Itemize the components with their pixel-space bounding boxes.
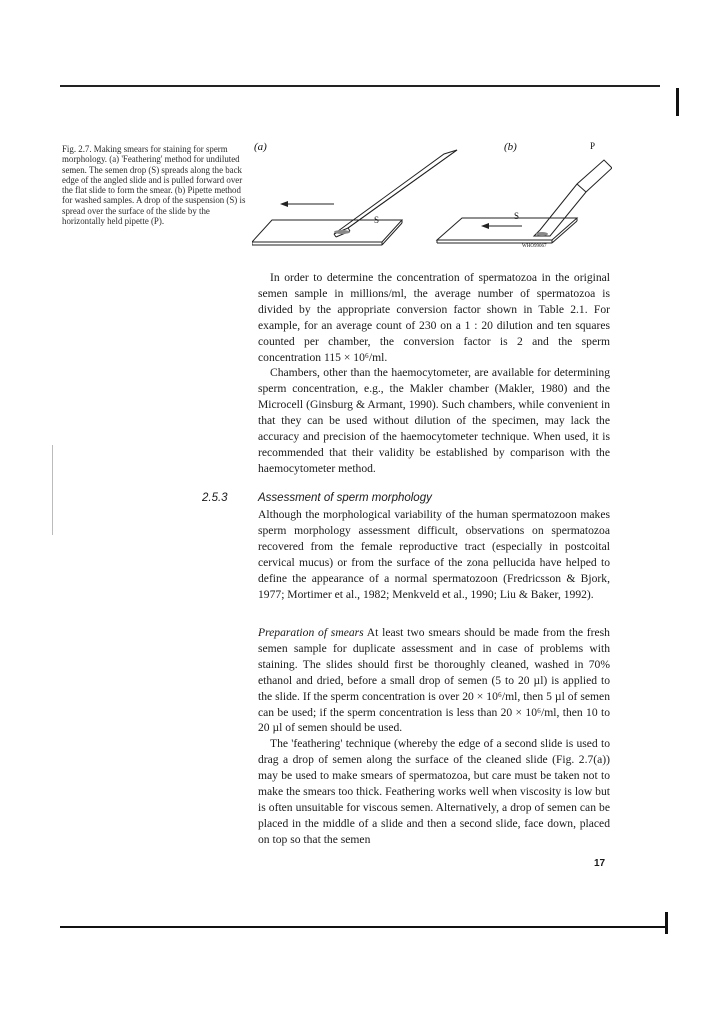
paragraph-chambers: Chambers, other than the haemocytometer, are available for determining sperm concentration, e.g., the Makler chamber (Makler, 1980) and the Microcell (Ginsburg & Armant, 1990). Such chambers, while convenient in that they can be used without dilution of the specimen, may lack the accuracy and precision of the haemocytometer technique. When used, it is recommended that their validity be established by comparison with the haemocytometer method. [258,366,610,475]
bottom-rule [60,926,668,928]
smears-text: At least two smears should be made from the fresh semen sample for duplicate assessment and in case of problems with staining. The slides should first be thoroughly cleaned, washed in 70% ethanol and dried, before a small drop of semen (5 to 20 µl) is applied to the slide. If the sperm concentration is over 20 × 10⁶/ml, then 5 µl of semen can be used; if the sperm concentration is less than 20 × 10⁶/ml, then 10 to 20 µl of semen should be used. [258,626,610,735]
body-text-top [258,270,610,477]
figure-stamp: WHO99067 [522,244,547,249]
paragraph-concentration: In order to determine the concentration of spermatozoa in the original semen sample in millions/ml, the average number of spermatozoa is divided by the appropriate conversion factor shown in Table 2.1. For example, for an average count of 230 on a 1 : 20 dilution and ten squares counted per chamber, the conversion factor is 2 and the sperm concentration 115 × 10⁶/ml. [258,271,610,364]
paragraph-smears [258,625,610,736]
section-title: Assessment of sperm morphology [258,492,432,504]
label-p: P [590,141,596,151]
label-b: (b) [504,141,517,153]
top-rule [60,85,660,87]
left-margin-mark [52,445,53,535]
label-a: (a) [254,141,267,153]
flat-slide-a [252,220,402,242]
bottom-right-mark [665,912,668,934]
body-text-morphology [258,507,610,602]
right-margin-bar [676,88,679,116]
runin-heading: Preparation of smears [258,626,364,639]
paragraph-feathering: The 'feathering' technique (whereby the edge of a second slide is used to drag a drop of semen along the surface of the cleaned slide (Fig. 2.7(a)) may be used to make smears of spermatozoa, but care must be taken not to make the smears too thick. Feathering works well when viscosity is low but is often unsuitable for viscous semen. Alternatively, a drop of semen can be placed in the middle of a slide and then a second slide, face down, placed on top so that the semen [258,737,610,846]
figure-2-7 [252,140,612,260]
figure-caption: Fig. 2.7. Making smears for staining for sperm morphology. (a) 'Feathering' method for undiluted semen. The semen drop (S) spreads along the back edge of the angled slide and is pulled forward over the flat slide to form the smear. (b) Pipette method for washed samples. A drop of the suspension (S) is spread over the surface of the slide by the horizontally held pipette (P). [62,144,246,227]
page-number: 17 [594,858,606,869]
section-number: 2.5.3 [202,492,228,504]
body-text-smears [258,625,610,848]
label-s-a: S [374,215,380,225]
label-s-b: S [514,211,520,221]
paragraph-morphology: Although the morphological variability of the human spermatozoon makes sperm morphology assessment difficult, observations on spermatozoa recovered from the female reproductive tract (especially in postcoital cervical mucus) or from the surface of the zona pellucida have helped to define the appearance of a normal spermatozoon (Fredricsson & Bjork, 1977; Mortimer et al., 1982; Menkveld et al., 1990; Liu & Baker, 1992). [258,508,610,601]
smear-diagram [252,140,612,260]
